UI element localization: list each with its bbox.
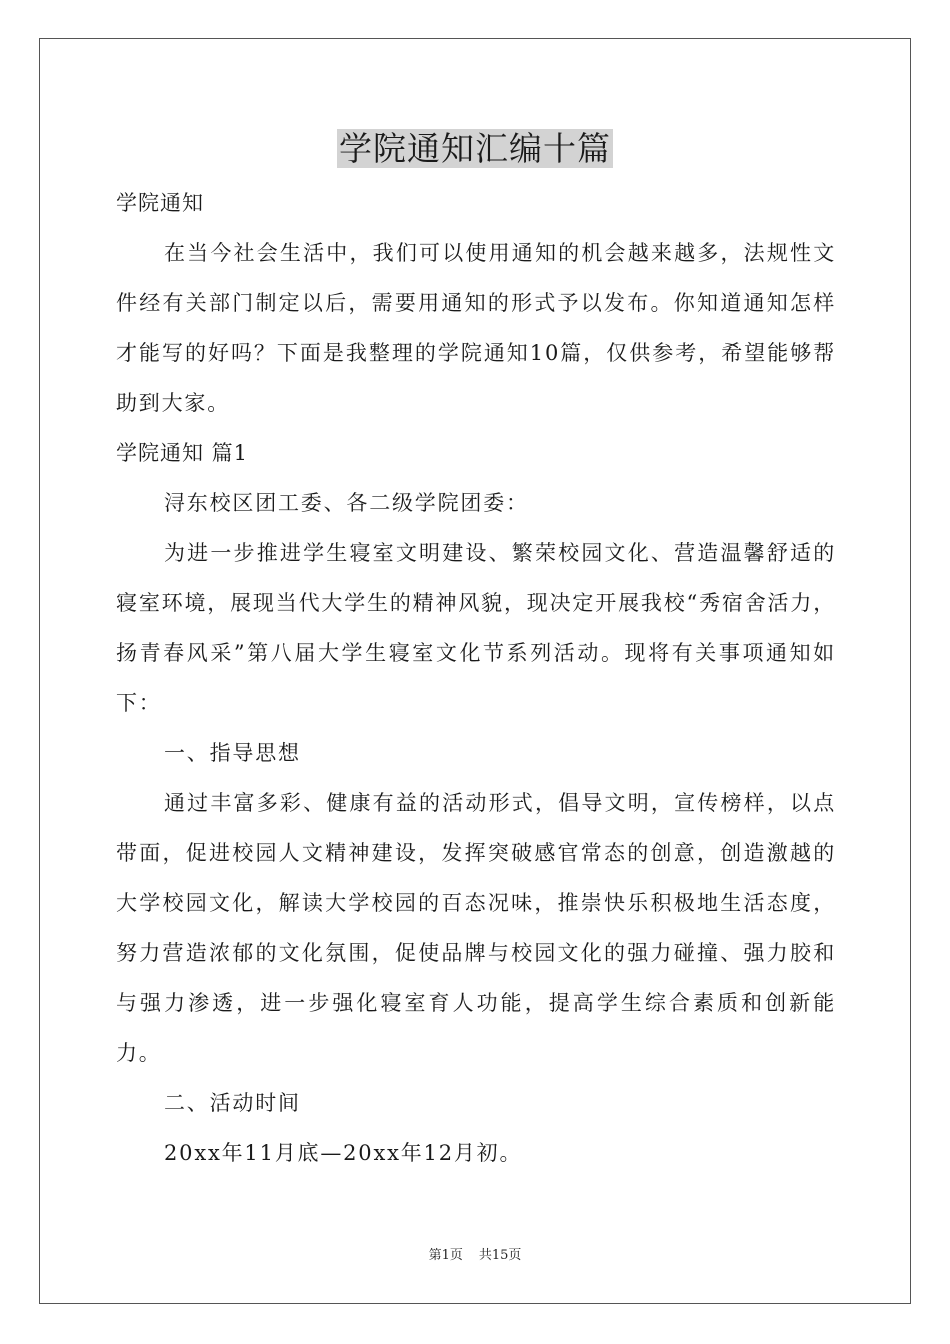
subsection-heading: 一、指导思想	[164, 741, 301, 765]
document-title	[0, 126, 950, 172]
article-heading: 学院通知 篇1	[116, 441, 249, 465]
page-footer	[0, 1246, 950, 1266]
body-paragraph: 为进一步推进学生寝室文明建设、繁荣校园文化、营造温馨舒适的寝室环境，展现当代大学生的精神风貌，现决定开展我校“秀宿舍活力，扬青春风采”第八届大学生寝室文化节系列活动。现将有关事项通知如下：	[116, 541, 836, 715]
body-paragraph: 20xx年11月底—20xx年12月初。	[164, 1141, 523, 1165]
page-number: 第1页	[428, 1248, 463, 1263]
document-body	[116, 178, 836, 1178]
addressee-line: 浔东校区团工委、各二级学院团委：	[164, 491, 529, 515]
page-count: 共15页	[478, 1248, 522, 1263]
section-heading: 学院通知	[116, 191, 204, 215]
subsection-heading: 二、活动时间	[164, 1091, 301, 1115]
intro-paragraph: 在当今社会生活中，我们可以使用通知的机会越来越多，法规性文件经有关部门制定以后，需要用通知的形式予以发布。你知道通知怎样才能写的好吗？下面是我整理的学院通知10篇，仅供参考，希望能够帮助到大家。	[116, 241, 836, 415]
document-title-text: 学院通知汇编十篇	[339, 129, 611, 168]
body-paragraph: 通过丰富多彩、健康有益的活动形式，倡导文明，宣传榜样，以点带面，促进校园人文精神建设，发挥突破感官常态的创意，创造激越的大学校园文化，解读大学校园的百态况味，推崇快乐积极地生活态度，努力营造浓郁的文化氛围，促使品牌与校园文化的强力碰撞、强力胶和与强力渗透，进一步强化寝室育人功能，提高学生综合素质和创新能力。	[116, 791, 836, 1065]
